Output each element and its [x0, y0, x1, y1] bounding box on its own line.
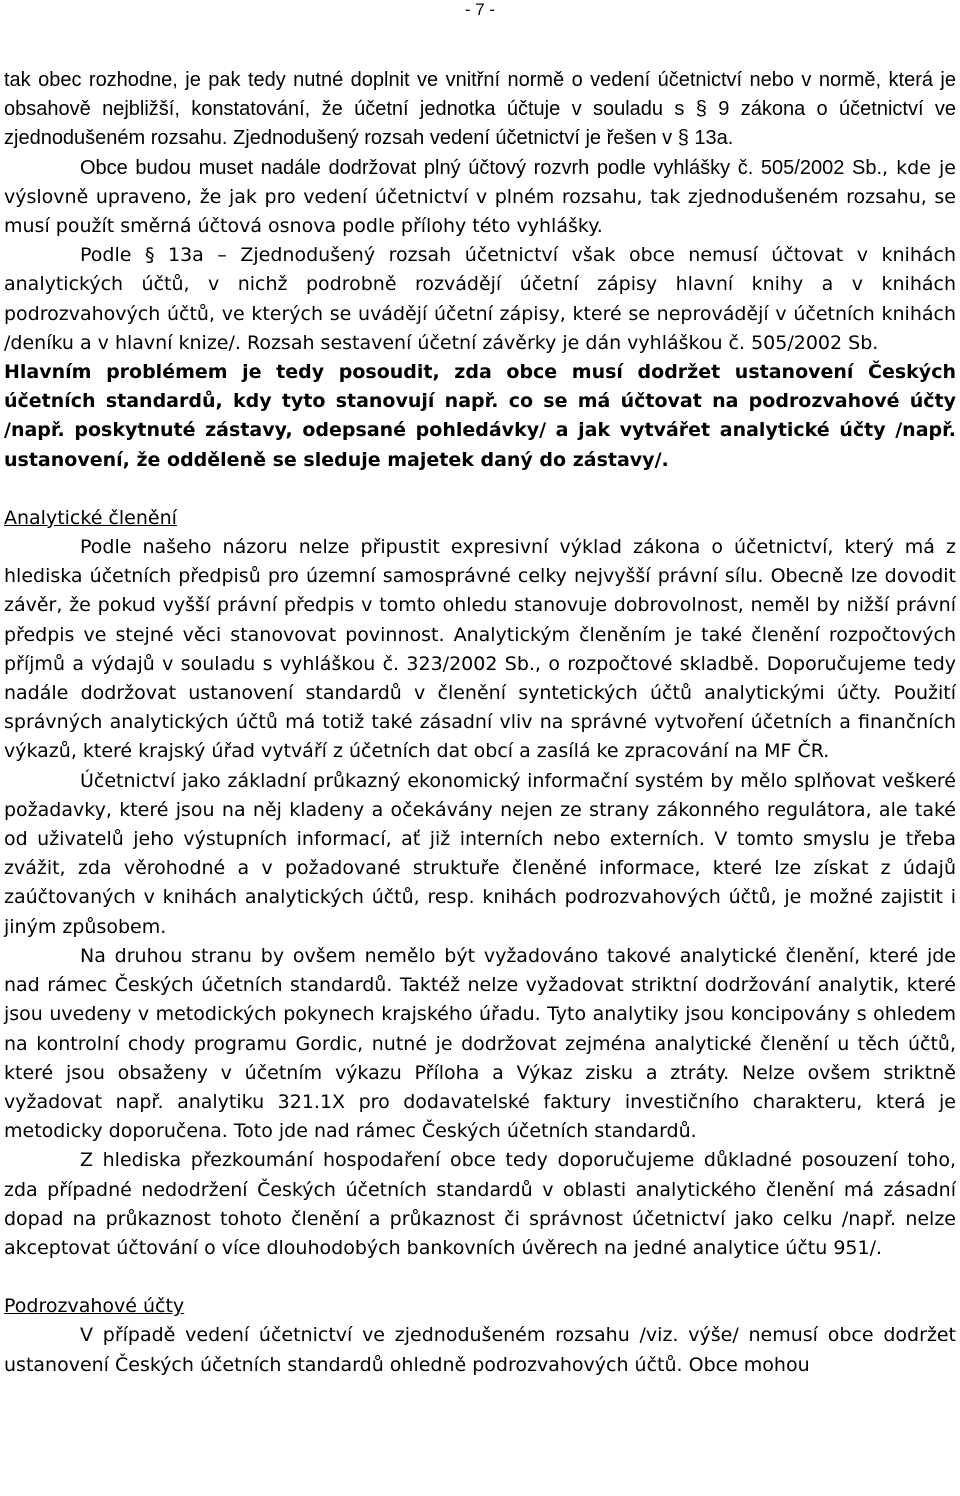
spacer	[4, 475, 956, 504]
paragraph: Podle § 13a – Zjednodušený rozsah účetnictví však obce nemusí účtovat v knihách analytických účtů, v nichž podrobně rozvádějí účetní zápisy hlavní knihy a v knihách podrozvahových účtů, ve kterých se uvádějí účetní zápisy, které se neprovádějí v účetních knihách /deníku a v hlavní knize/. Rozsah sestavení účetní závěrky je dán vyhláškou č. 505/2002 Sb.	[4, 244, 956, 354]
paragraph: V případě vedení účetnictví ve zjednodušeném rozsahu /viz. výše/ nemusí obce dodržet ustanovení Českých účetních standardů ohledně podrozvahových účtů. Obce mohou	[4, 1324, 956, 1376]
section-heading-analyticke-cleneni: Analytické členění	[4, 506, 177, 529]
section-heading-podrozvahove-ucty: Podrozvahové účty	[4, 1295, 185, 1318]
paragraph	[4, 154, 956, 242]
spacer	[4, 1263, 956, 1292]
paragraph-text: Obce budou muset nadále dodržovat plný účtový rozvrh podle vyhlášky č. 505/2002 Sb.	[80, 156, 882, 179]
paragraph-text: , kde je výslovně upraveno, že jak pro vedení účetnictví v plném rozsahu, tak zjednodušeném rozsahu, se musí použít směrná účtová osnova podle přílohy této vyhlášky.	[4, 156, 956, 238]
paragraph: tak obec rozhodne, je pak tedy nutné doplnit ve vnitřní normě o vedení účetnictví nebo v normě, která je obsahově nejbližší, konstatování, že účetní jednotka účtuje v souladu s § 9 zákona o účetnictví ve zjednodušeném rozsahu. Zjednodušený rozsah vedení účetnictví je řešen v § 13a.	[4, 69, 956, 150]
document-body	[4, 66, 956, 1380]
paragraph: Na druhou stranu by ovšem nemělo být vyžadováno takové analytické členění, které jde nad rámec Českých účetních standardů. Taktéž nelze vyžadovat striktní dodržování analytik, které jsou uvedeny v metodických pokynech krajského úřadu. Tyto analytiky jsou koncipovány s ohledem na kontrolní chody programu Gordic, nutné je dodržovat zejména analytické členění u těch účtů, které jsou obsaženy v účetním výkazu Příloha a Výkaz zisku a ztráty. Nelze ovšem striktně vyžadovat např. analytiku 321.1X pro dodavatelské faktury investičního charakteru, která je metodicky doporučena. Toto jde nad rámec Českých účetních standardů.	[4, 944, 956, 1143]
paragraph: Podle našeho názoru nelze připustit expresivní výklad zákona o účetnictví, který má z hlediska účetních předpisů pro územní samosprávné celky nejvyšší právní sílu. Obecně lze dovodit závěr, že pokud vyšší právní předpis v tomto ohledu stanovuje dobrovolnost, neměl by nižší právní předpis ve stejné věci stanovovat povinnost. Analytickým členěním je také členění rozpočtových příjmů a výdajů v souladu s vyhláškou č. 323/2002 Sb., o rozpočtové skladbě. Doporučujeme tedy nadále dodržovat ustanovení standardů v členění syntetických účtů analytickými účty. Použití správných analytických účtů má totiž také zásadní vliv na správné vytvoření účetních a finančních výkazů, které krajský úřad vytváří z účetních dat obcí a zasílá ke zpracování na MF ČR.	[4, 536, 956, 763]
paragraph: Z hlediska přezkoumání hospodaření obce tedy doporučujeme důkladné posouzení toho, zda případné nedodržení Českých účetních standardů v oblasti analytického členění má zásadní dopad na průkaznost tohoto členění a průkaznost či správnost účetnictví jako celku /např. nelze akceptovat účtování o více dlouhodobých bankovních úvěrech na jedné analytice účtu 951/.	[4, 1149, 956, 1259]
page-number: - 7 -	[464, 0, 496, 19]
key-question-paragraph: Hlavním problémem je tedy posoudit, zda obce musí dodržet ustanovení Českých účetních standardů, kdy tyto stanovují např. co se má účtovat na podrozvahové účty /např. poskytnuté zástavy, odepsané pohledávky/ a jak vytvářet analytické účty /např. ustanovení, že odděleně se sleduje majetek daný do zástavy/.	[4, 361, 956, 471]
paragraph: Účetnictví jako základní průkazný ekonomický informační systém by mělo splňovat veškeré požadavky, které jsou na něj kladeny a očekávány nejen ze strany zákonného regulátora, ale také od uživatelů jeho výstupních informací, ať již interních nebo externích. V tomto smyslu je třeba zvážit, zda věrohodné a v požadované struktuře členěné informace, které lze získat z údajů zaúčtovaných v knihách analytických účtů, resp. knihách podrozvahových účtů, je možné zajistit i jiným způsobem.	[4, 769, 956, 938]
